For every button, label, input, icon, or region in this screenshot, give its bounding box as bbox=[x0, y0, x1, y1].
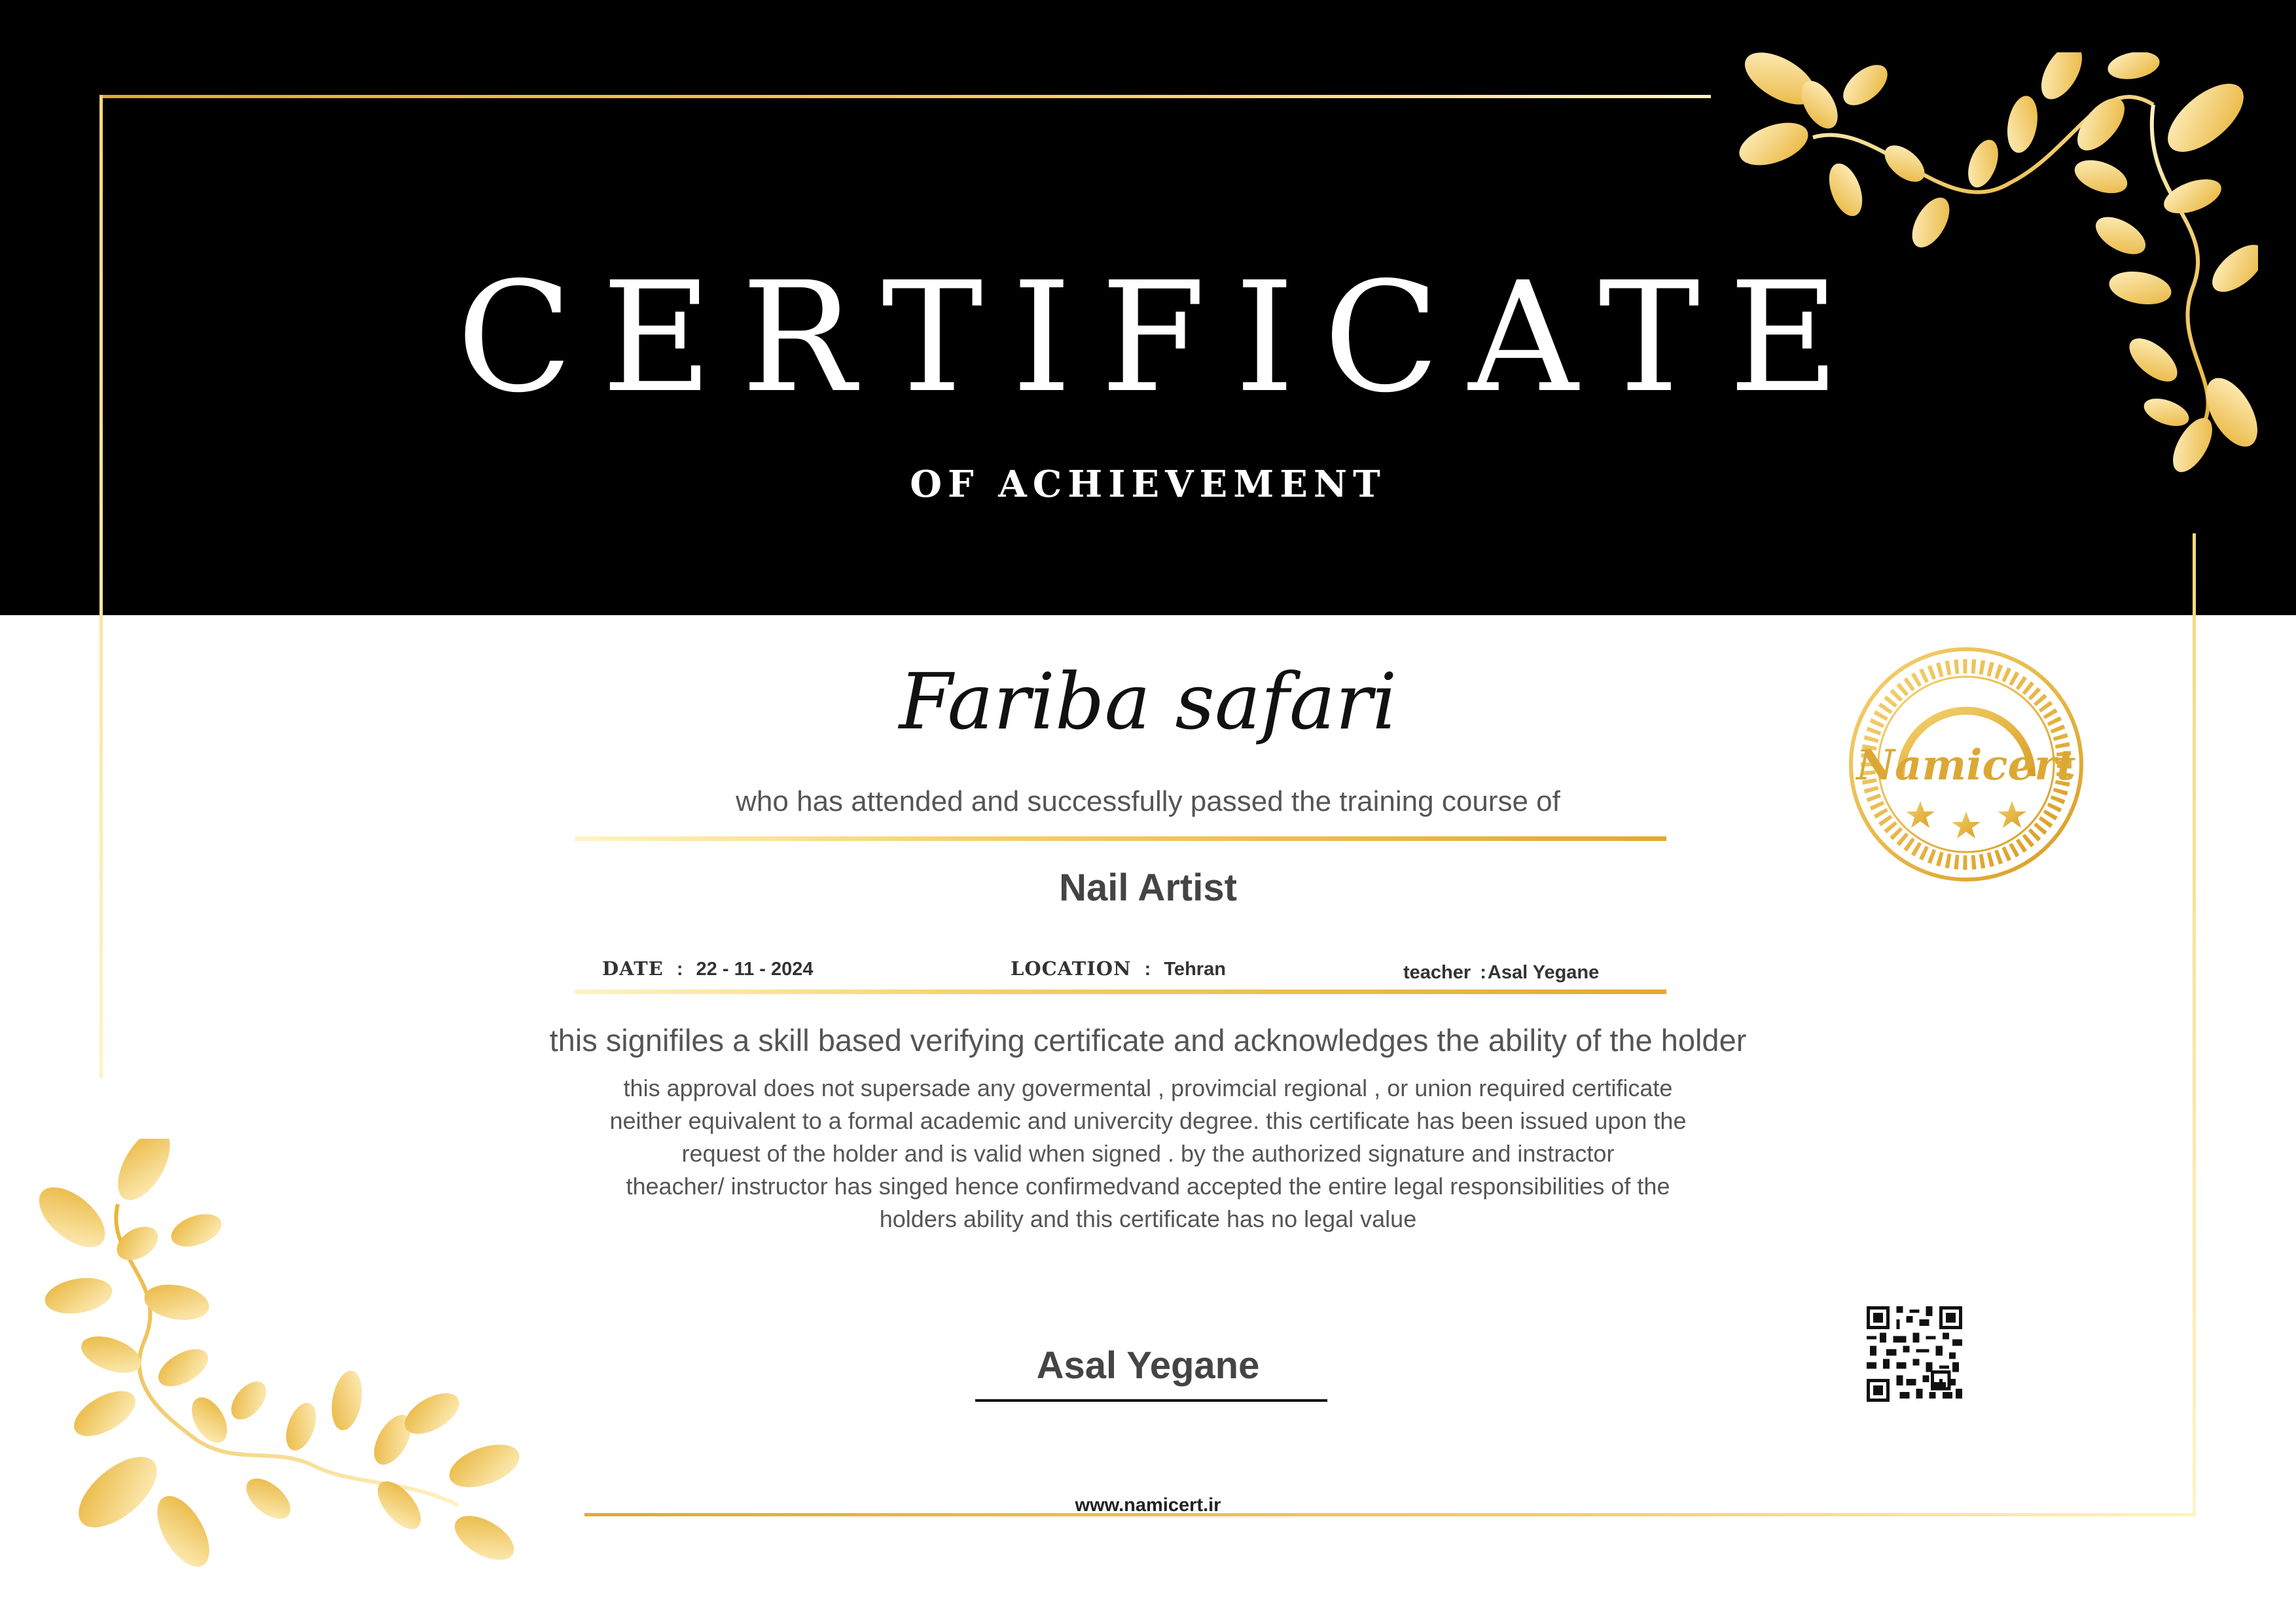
teacher-separator: : bbox=[1480, 962, 1486, 983]
date-separator: : bbox=[676, 959, 683, 980]
disclaimer-line: this approval does not supersade any govermental , provimcial regional , or union required certificate bbox=[623, 1075, 1673, 1101]
signature-line bbox=[975, 1399, 1327, 1402]
certificate-subtitle: OF ACHIEVEMENT bbox=[910, 463, 1386, 506]
date-label: DATE bbox=[602, 957, 664, 980]
teacher-field bbox=[1403, 963, 1599, 982]
meta-divider bbox=[575, 990, 1666, 994]
location-label: LOCATION bbox=[1011, 957, 1132, 980]
disclaimer-line: neither equivalent to a formal academic and univercity degree. this certificate has been issued upon the bbox=[609, 1107, 1687, 1134]
disclaimer-line: request of the holder and is valid when signed . by the authorized signature and instractor bbox=[681, 1140, 1615, 1167]
gold-leaf-branch-icon bbox=[39, 1139, 563, 1584]
disclaimer-line: holders ability and this certificate has no legal value bbox=[879, 1205, 1417, 1232]
location-field bbox=[1011, 959, 1226, 979]
intro-text: who has attended and successfully passed the training course of bbox=[736, 785, 1560, 817]
teacher-value: Asal Yegane bbox=[1487, 962, 1600, 983]
website-link[interactable]: www.namicert.ir bbox=[1075, 1495, 1221, 1516]
location-value: Tehran bbox=[1164, 959, 1226, 980]
holder-name: Fariba safari bbox=[899, 656, 1397, 747]
qr-code-icon[interactable] bbox=[1867, 1306, 1962, 1402]
disclaimer-line: theacher/ instructor has singed hence confirmedvand accepted the entire legal responsibilities of the bbox=[626, 1173, 1670, 1200]
date-field bbox=[602, 959, 814, 979]
seal-text: Namicert bbox=[1856, 741, 2076, 790]
course-divider-top bbox=[575, 836, 1666, 841]
teacher-label: teacher bbox=[1403, 962, 1471, 983]
course-name: Nail Artist bbox=[1059, 866, 1237, 909]
statement-text: this signifiles a skill based verifying certificate and acknowledges the ability of the holder bbox=[549, 1023, 1747, 1058]
date-value: 22 - 11 - 2024 bbox=[696, 959, 814, 980]
frame-top-line bbox=[99, 95, 1711, 98]
certificate-title: CERTIFICATE bbox=[456, 249, 1869, 426]
gold-leaf-branch-icon bbox=[1734, 52, 2258, 497]
location-separator: : bbox=[1144, 959, 1151, 980]
frame-left-line bbox=[99, 95, 103, 1078]
signer-name: Asal Yegane bbox=[1036, 1344, 1260, 1387]
